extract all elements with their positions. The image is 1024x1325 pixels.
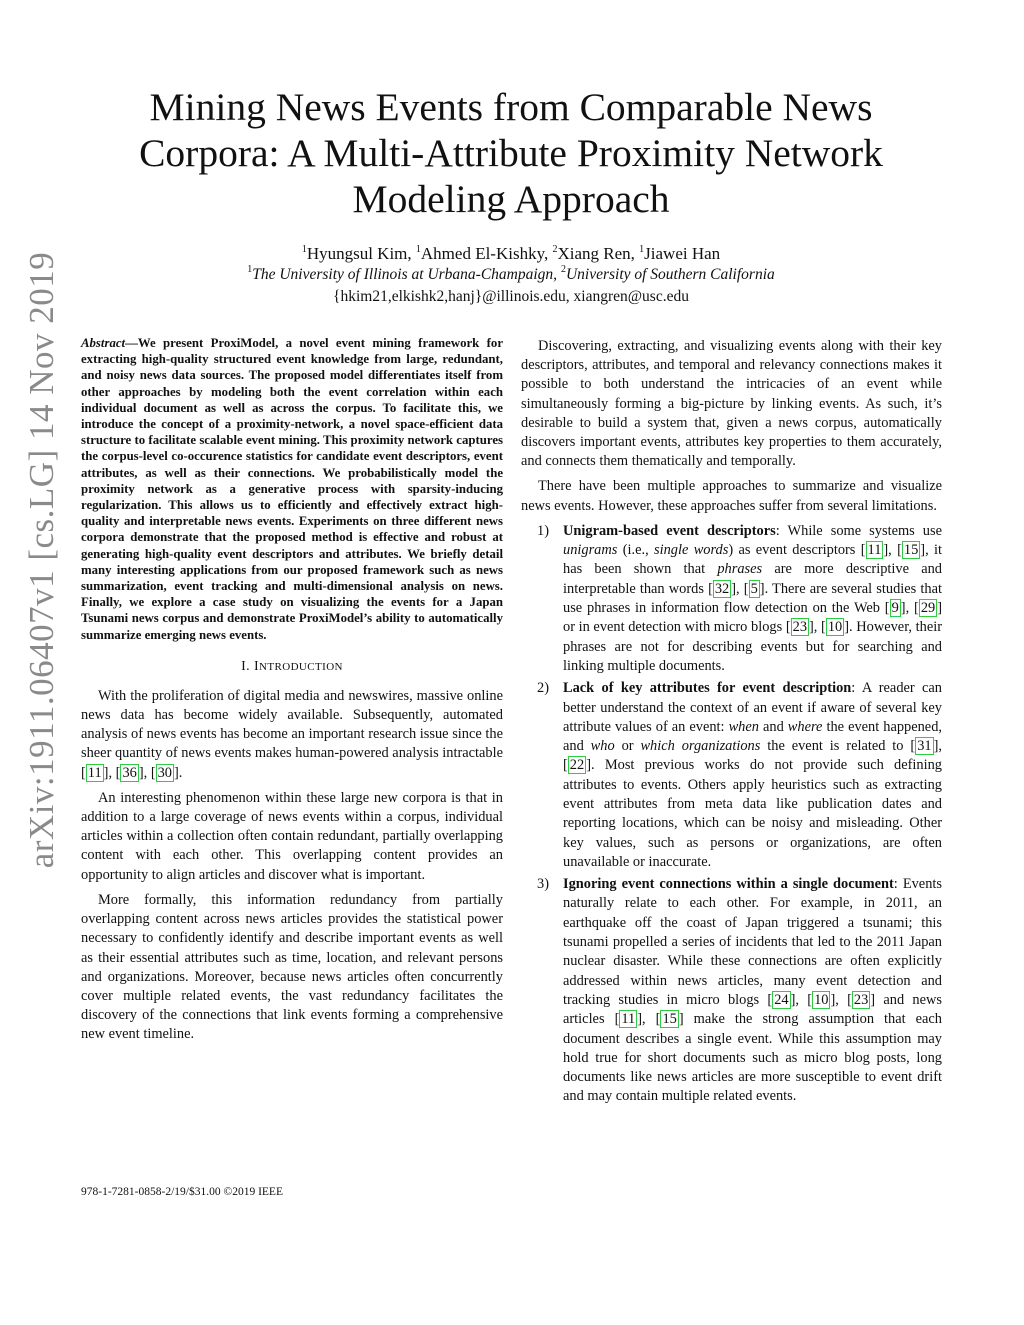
citation-link[interactable]: 15: [903, 542, 919, 559]
right-column: [521, 337, 942, 1110]
citation-link[interactable]: 36: [122, 764, 137, 781]
title-line-1: Mining News Events from Comparable News: [149, 85, 873, 129]
limitations-list: [521, 522, 942, 1107]
list-number: 3): [537, 876, 549, 893]
arxiv-sidebar: [12, 160, 72, 960]
citation-link[interactable]: 11: [867, 542, 882, 559]
author-affil-mark: 1: [415, 244, 421, 255]
citation-link[interactable]: 32: [714, 580, 730, 597]
right-paragraph-2: There have been multiple approaches to summarize and visualize news events. However, these approaches suffer from several limitations.: [521, 478, 942, 514]
citation-link[interactable]: 31: [917, 738, 932, 755]
citation-link[interactable]: 11: [621, 1011, 636, 1028]
affiliation: The University of Illinois at Urbana-Champaign,: [252, 266, 561, 283]
paper-title: [100, 84, 922, 222]
abstract-label: Abstract: [81, 336, 126, 350]
abstract: [81, 335, 503, 643]
copyright-footer: 978-1-7281-0858-2/19/$31.00 ©2019 IEEE: [81, 1186, 283, 1198]
author-affil-mark: 2: [552, 244, 558, 255]
intro-paragraph-1: With the proliferation of digital media and newswires, massive online news data has become widely available. Subsequently, automated analysis of news events has become an important research issue since the sheer quantity of news events makes human-powered analysis intractable [ 11 ], [ 36 ], [ 30 ].: [81, 687, 503, 781]
author-name: Jiawei Han: [644, 244, 721, 263]
author-list: [100, 243, 922, 264]
citation-link[interactable]: 24: [774, 991, 789, 1008]
list-item: 1) Unigram-based event descriptors: While some systems use unigrams (i.e., single words) as event descriptors [ 11 ], [ 15 ], it has been shown that phrases are more descriptive and interpretable than words [ 32 ], [ 5 ]. There are several studies that use phrases in information flow detection on the Web [ 9 ], [ 29 ] or in event detection with micro blogs [ 23 ], [ 10 ]. However, their phrases are not for describing events but for searching and linking multiple documents.: [537, 522, 943, 674]
title-line-2: Corpora: A Multi-Attribute Proximity Network: [139, 131, 883, 175]
list-number: 2): [537, 680, 549, 697]
affil-mark: 2: [560, 264, 566, 275]
citation-link[interactable]: 11: [87, 764, 102, 781]
section-heading: I. INTRODUCTION: [241, 658, 343, 674]
list-item: 2) Lack of key attributes for event description: A reader can better understand the context of an event if aware of several key attribute values of an event: when and where the event happened, and who or which organizations the event is related to [ 31 ], [ 22 ]. Most previous works do not provide such defining attributes to events. Others apply heuristics such as extracting event attributes from meta data like publication dates and reporting locations, which can be noisy and misleading. Other key values, such as persons or organizations, are often unavailable or inaccurate.: [537, 680, 942, 870]
citation-link[interactable]: 22: [569, 757, 585, 774]
author-name: Xiang Ren,: [557, 244, 640, 263]
arxiv-stamp[interactable]: arXiv:1911.06407v1 [cs.LG] 14 Nov 2019: [22, 251, 61, 869]
abstract-text: —We present ProxiModel, a novel event mining framework for extracting high-quality structured event knowledge from large, redundant, and noisy news data sources. The proposed model differentiates itself from other approaches by modeling both the event correlation within each individual document as well as across the corpus. To facilitate this, we introduce the concept of a proximity-network, a novel space-efficient data structure to facilitate scalable event mining. This proximity network captures the corpus-level co-occurence statistics for candidate event descriptors, event attributes, as well as their connections. We probabilistically model the proximity network as a generative process with sparsity-inducing regularization. This allows us to efficiently and effectively extract high-quality and interpretable news events. Experiments on three different news corpora demonstrate that the proposed method is effective and robust at generating high-quality event descriptors and attributes. We briefly detail many interesting applications from our proposed framework such as news summarization, event tracking and multi-dimensional analysis on news. Finally, we explore a case study on visualizing the events for a Japan Tsunami news corpus and demonstrate ProxiModel’s ability to automatically summarize emerging news events.: [81, 336, 503, 642]
author-name: Hyungsul Kim,: [306, 244, 416, 263]
citation-link[interactable]: 10: [814, 991, 829, 1008]
author-name: Ahmed El-Kishky,: [420, 244, 553, 263]
left-column: [81, 335, 503, 1051]
citation-link[interactable]: 23: [792, 619, 808, 636]
affil-mark: 1: [247, 264, 253, 275]
citation-link[interactable]: 15: [662, 1011, 677, 1028]
list-item: 3) Ignoring event connections within a single document: Events naturally relate to each other. For example, in 2011, an earthquake off the coast of Japan triggered a tsunami; this tsunami propelled a series of incidents that led to the 2011 Japan nuclear disaster. While these connections are often explicitly addressed within news articles, many event detection and tracking studies in micro blogs [ 24 ], [ 10 ], [ 23 ] and news articles [ 11 ], [ 15 ] make the strong assumption that each document describes a single event. While this assumption may hold true for short documents such as micro blog posts, long documents like news articles are more susceptible to event drift and may contain multiple related events.: [537, 876, 942, 1105]
author-emails: {hkim21,elkishk2,hanj}@illinois.edu, xiangren@usc.edu: [333, 288, 689, 305]
right-paragraph-1: Discovering, extracting, and visualizing events along with their key descriptors, attributes, and temporal and relevancy connections makes it possible to both understand the intricacies of an event while simultaneously forming a big-picture by linking events. As such, it’s desirable to build a system that, given a news corpus, automatically discovers important events, attributes key properties to them accurately, and connects them thematically and temporally.: [521, 338, 942, 470]
title-line-3: Modeling Approach: [352, 177, 670, 221]
intro-paragraph-2: An interesting phenomenon within these large new corpora is that in addition to a large coverage of news events within a corpus, individual articles within a collection often contain redundant, partially overlapping content with each other. This overlapping content provides an opportunity to align articles and discover what is important.: [81, 789, 503, 883]
author-affil-mark: 1: [301, 244, 307, 255]
intro-paragraph-3: More formally, this information redundancy from partially overlapping content across news articles provides the statistical power necessary to confidently identify and describe important events as well as their essential attributes such as time, location, and relevant persons and organizations. Moreover, because news articles often concurrently cover multiple related events, the vast redundancy facilitates the discovery of the connections that link events forming a comprehensive new event timeline.: [81, 891, 503, 1043]
citation-link[interactable]: 10: [827, 619, 843, 636]
citation-link[interactable]: 29: [920, 600, 936, 617]
citation-link[interactable]: 9: [891, 600, 899, 617]
citation-link[interactable]: 30: [157, 764, 172, 781]
citation-link[interactable]: 5: [750, 580, 758, 597]
affiliations: [100, 265, 922, 285]
citation-link[interactable]: 23: [853, 991, 869, 1008]
affiliation: University of Southern California: [565, 266, 775, 283]
list-number: 1): [537, 522, 549, 539]
author-affil-mark: 1: [639, 244, 645, 255]
